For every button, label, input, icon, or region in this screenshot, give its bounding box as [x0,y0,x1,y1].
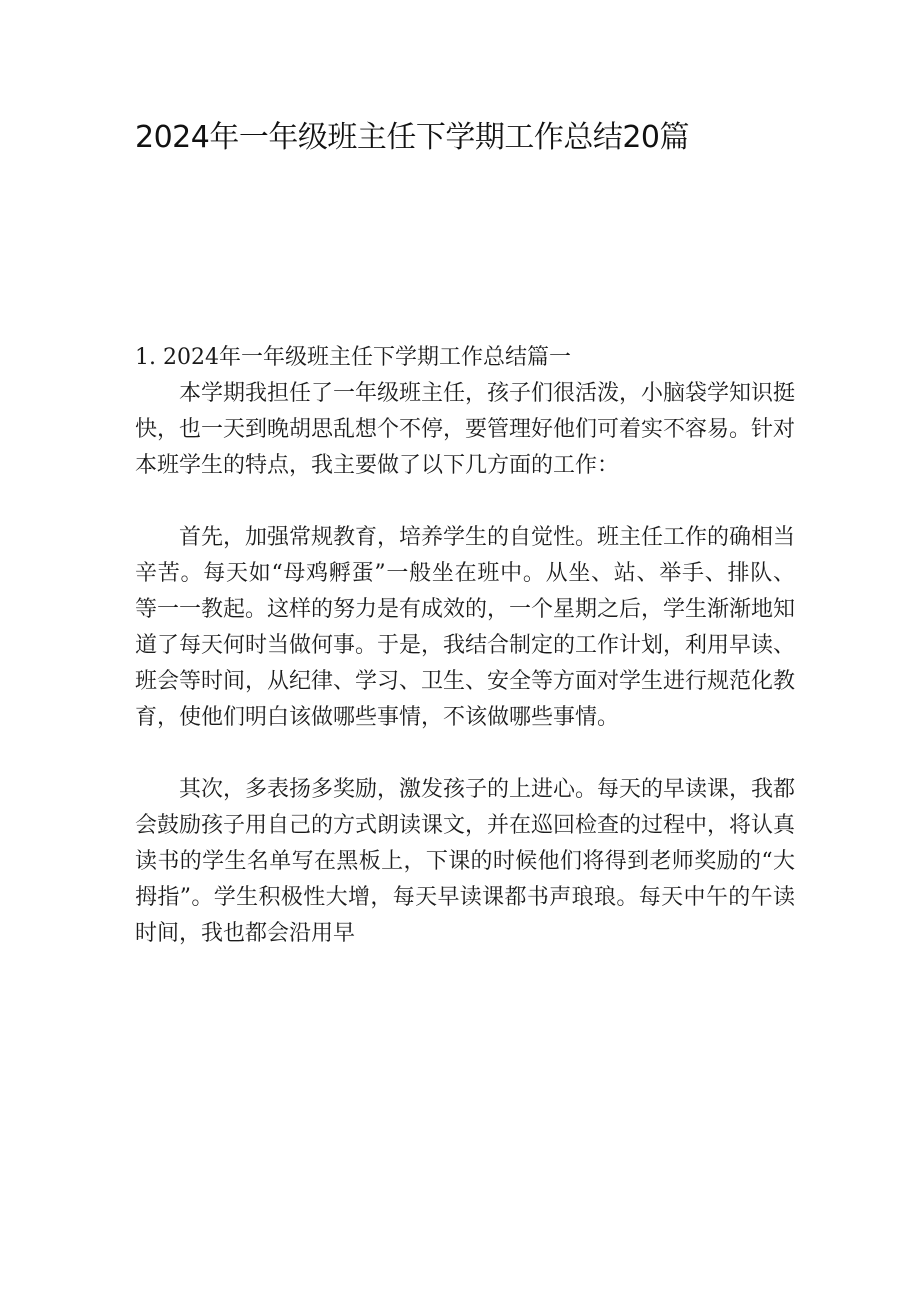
paragraph-intro: 本学期我担任了一年级班主任，孩子们很活泼，小脑袋学知识挺快，也一天到晚胡思乱想个不停，要管理好他们可着实不容易。针对本班学生的特点，我主要做了以下几方面的工作： [135,381,796,478]
document-title: 2024年一年级班主任下学期工作总结20篇 [135,120,690,155]
document-body [135,340,795,952]
section-heading: 1. 2024年一年级班主任下学期工作总结篇一 [135,345,571,370]
paragraph-second-point: 其次，多表扬多奖励，激发孩子的上进心。每天的早读课，我都会鼓励孩子用自己的方式朗读课文，并在巡回检查的过程中，将认真读书的学生名单写在黑板上，下课的时候他们将得到老师奖励的“大拇指”。学生积极性大增，每天早读课都书声琅琅。每天中午的午读时间，我也都会沿用早 [135,777,796,946]
paragraph-first-point: 首先，加强常规教育，培养学生的自觉性。班主任工作的确相当辛苦。每天如“母鸡孵蛋”一般坐在班中。从坐、站、举手、排队、等一一教起。这样的努力是有成效的，一个星期之后，学生渐渐地知道了每天何时当做何事。于是，我结合制定的工作计划，利用早读、班会等时间，从纪律、学习、卫生、安全等方面对学生进行规范化教育，使他们明白该做哪些事情，不该做哪些事情。 [135,525,796,730]
